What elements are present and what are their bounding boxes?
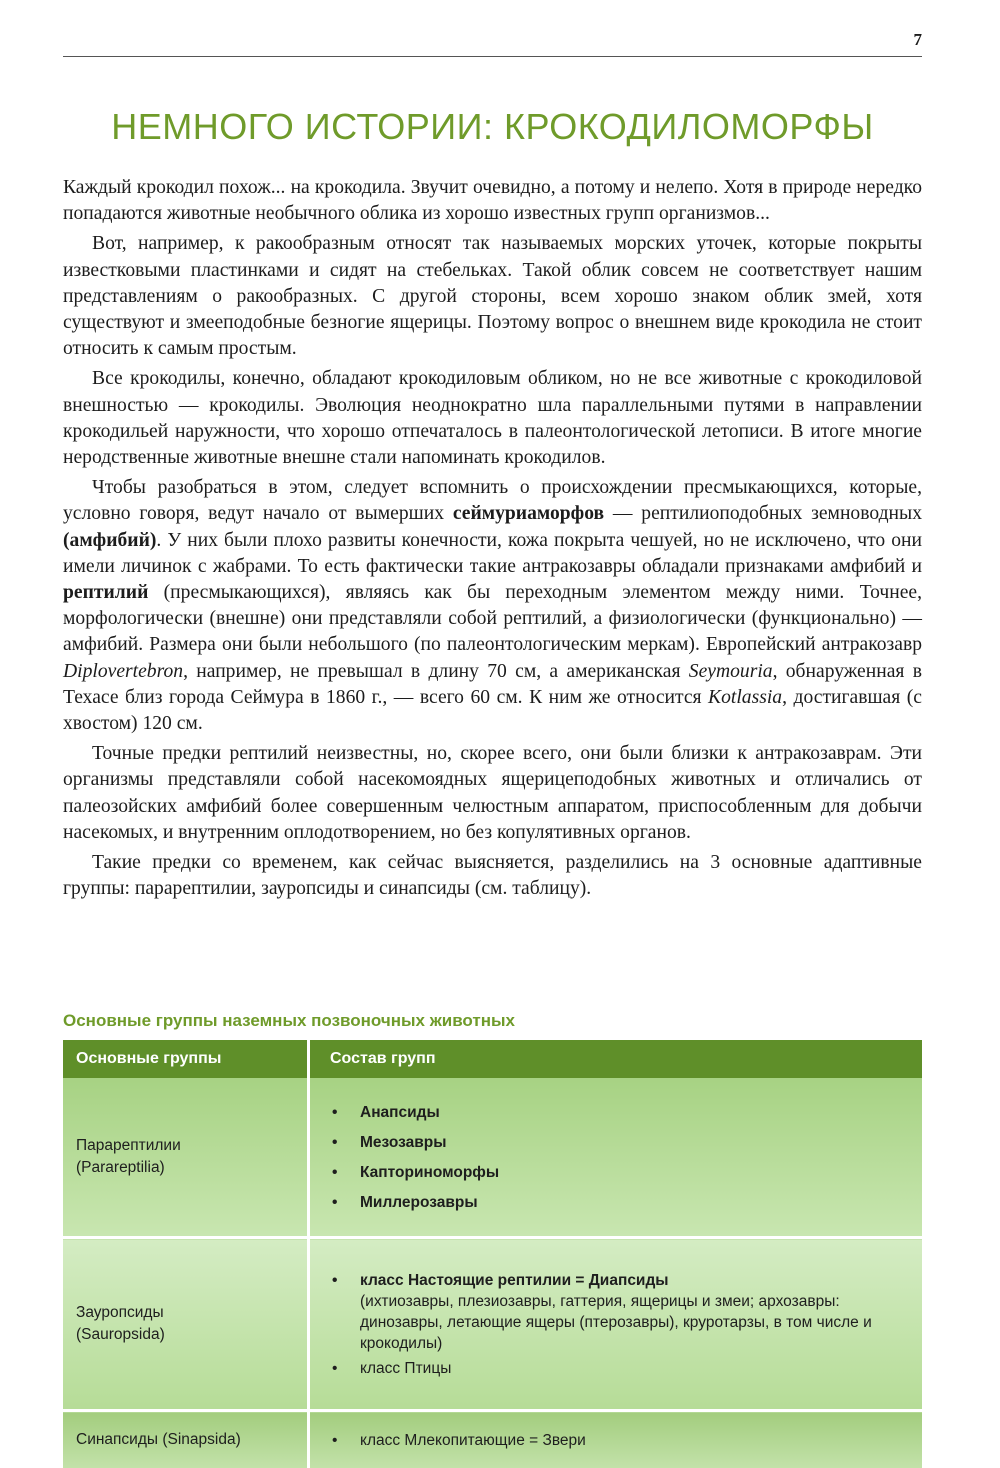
p4-text-4: (пресмыкающихся), являясь как бы переходным элементом между ними. Точнее, морфологически (внешне) они представляли собой рептилий, а физиологически (функционально) — амфибий. Размера они были небольшого (по палеонтологическим меркам). Европейский антракозавр bbox=[63, 582, 922, 655]
header-composition: Состав групп bbox=[309, 1040, 923, 1078]
taxon-diplovertebron: Diplovertebron bbox=[63, 661, 183, 682]
page-title: НЕМНОГО ИСТОРИИ: КРОКОДИЛОМОРФЫ bbox=[63, 106, 922, 148]
paragraph-1: Каждый крокодил похож... на крокодила. Звучит очевидно, а потому и нелепо. Хотя в природе нередко попадаются животные необычного облика из хорошо известных групп организмов... bbox=[63, 175, 922, 227]
list-item bbox=[330, 1162, 912, 1183]
table-row bbox=[63, 1078, 922, 1238]
term-seymouriamorphs: сеймуриаморфов bbox=[453, 503, 604, 524]
groups-table bbox=[63, 1040, 922, 1468]
p4-text-2: — рептилиоподобных земноводных bbox=[613, 503, 922, 524]
term-amphibians: (амфибий) bbox=[63, 530, 156, 551]
composition-parareptilia bbox=[309, 1078, 923, 1238]
group-latin: (Sauropsida) bbox=[76, 1324, 294, 1346]
bullet-icon: • bbox=[332, 1270, 337, 1291]
p4-text-5: , например, не превышал в длину 70 см, а американская bbox=[183, 661, 680, 682]
item-mammals: класс Млекопитающие = Звери bbox=[360, 1432, 586, 1449]
list-item bbox=[330, 1358, 912, 1379]
paragraph-5: Точные предки рептилий неизвестны, но, скорее всего, они были близки к антракозаврам. Эти организмы представляли собой насекомоядных ящерицеподобных животных и отличались от палеозойских амфибий более совершенным челюстным аппаратом, приспособленным для добычи насекомых, и внутренним оплодотворением, но без копулятивных органов. bbox=[63, 741, 922, 846]
item-diapsids-detail: (ихтиозавры, плезиозавры, гаттерия, ящерицы и змеи; архозавры: динозавры, летающие ящеры (птерозавры), круротарзы, в том числе и крокодилы) bbox=[360, 1293, 872, 1352]
group-synapsida bbox=[63, 1411, 309, 1468]
paragraph-4 bbox=[63, 475, 922, 737]
item-birds: класс Птицы bbox=[360, 1360, 451, 1377]
bullet-icon: • bbox=[332, 1102, 337, 1123]
group-name: Синапсиды (Sinapsida) bbox=[76, 1429, 294, 1451]
bullet-icon: • bbox=[332, 1430, 337, 1451]
p4-text-6: , обнаруженная в Техасе близ города Сеймура в 1860 г., — всего 60 см. К ним же относится bbox=[63, 661, 922, 708]
page-number: 7 bbox=[914, 30, 923, 50]
bullet-icon: • bbox=[332, 1162, 337, 1183]
composition-sauropsida bbox=[309, 1238, 923, 1411]
list-item bbox=[330, 1132, 912, 1153]
list-item bbox=[330, 1102, 912, 1123]
article-body bbox=[63, 175, 922, 906]
item-captorhinomorphs: Капториноморфы bbox=[360, 1164, 499, 1181]
item-diapsids: класс Настоящие рептилии = Диапсиды bbox=[360, 1272, 669, 1289]
item-anapsids: Анапсиды bbox=[360, 1104, 440, 1121]
header-groups: Основные группы bbox=[63, 1040, 309, 1078]
list-item bbox=[330, 1270, 912, 1354]
group-name: Парарептилии bbox=[76, 1135, 294, 1157]
bullet-icon: • bbox=[332, 1358, 337, 1379]
group-parareptilia bbox=[63, 1078, 309, 1238]
group-name: Зауропсиды bbox=[76, 1302, 294, 1324]
taxon-seymouria: Seymouria bbox=[689, 661, 773, 682]
table-caption: Основные группы наземных позвоночных животных bbox=[63, 1011, 515, 1031]
header-rule bbox=[63, 56, 922, 57]
term-reptiles: рептилий bbox=[63, 582, 148, 603]
item-millerosaurs: Миллерозавры bbox=[360, 1194, 478, 1211]
group-sauropsida bbox=[63, 1238, 309, 1411]
bullet-icon: • bbox=[332, 1132, 337, 1153]
item-mesosaurs: Мезозавры bbox=[360, 1134, 446, 1151]
table-header-row bbox=[63, 1040, 922, 1078]
list-item bbox=[330, 1192, 912, 1213]
paragraph-6: Такие предки со временем, как сейчас выясняется, разделились на 3 основные адаптивные группы: парарептилии, зауропсиды и синапсиды (см. таблицу). bbox=[63, 850, 922, 902]
p4-text-1: Чтобы разобраться в этом, следует вспомнить о происхождении пресмыкающихся, которые, условно говоря, ведут начало от вымерших bbox=[63, 477, 922, 524]
paragraph-3: Все крокодилы, конечно, обладают крокодиловым обликом, но не все животные с крокодиловой внешностью — крокодилы. Эволюция неоднократно шла параллельными путями в направлении крокодильей наружности, что хорошо отпечаталось в палеонтологической летописи. В итоге многие неродственные животные внешне стали напоминать крокодилов. bbox=[63, 366, 922, 471]
group-latin: (Parareptilia) bbox=[76, 1157, 294, 1179]
paragraph-2: Вот, например, к ракообразным относят так называемых морских уточек, которые покрыты известковыми пластинками и сидят на стебельках. Такой облик совсем не соответствует нашим представлениям о ракообразных. С другой стороны, всем хорошо знаком облик змей, хотя существуют и змееподобные безногие ящерицы. Поэтому вопрос о внешнем виде крокодила не стоит относить к самым простым. bbox=[63, 231, 922, 362]
p4-text-7: , достигавшая (с хвостом) 120 см. bbox=[63, 687, 922, 734]
list-item bbox=[330, 1430, 912, 1451]
table-row bbox=[63, 1411, 922, 1468]
p4-text-3: . У них были плохо развиты конечности, кожа покрыта чешуей, но не исключено, что они имели личинок с жабрами. То есть фактически такие антракозавры обладали признаками амфибий и bbox=[63, 530, 922, 577]
bullet-icon: • bbox=[332, 1192, 337, 1213]
taxon-kotlassia: Kotlassia bbox=[708, 687, 782, 708]
composition-synapsida bbox=[309, 1411, 923, 1468]
table-row bbox=[63, 1238, 922, 1411]
